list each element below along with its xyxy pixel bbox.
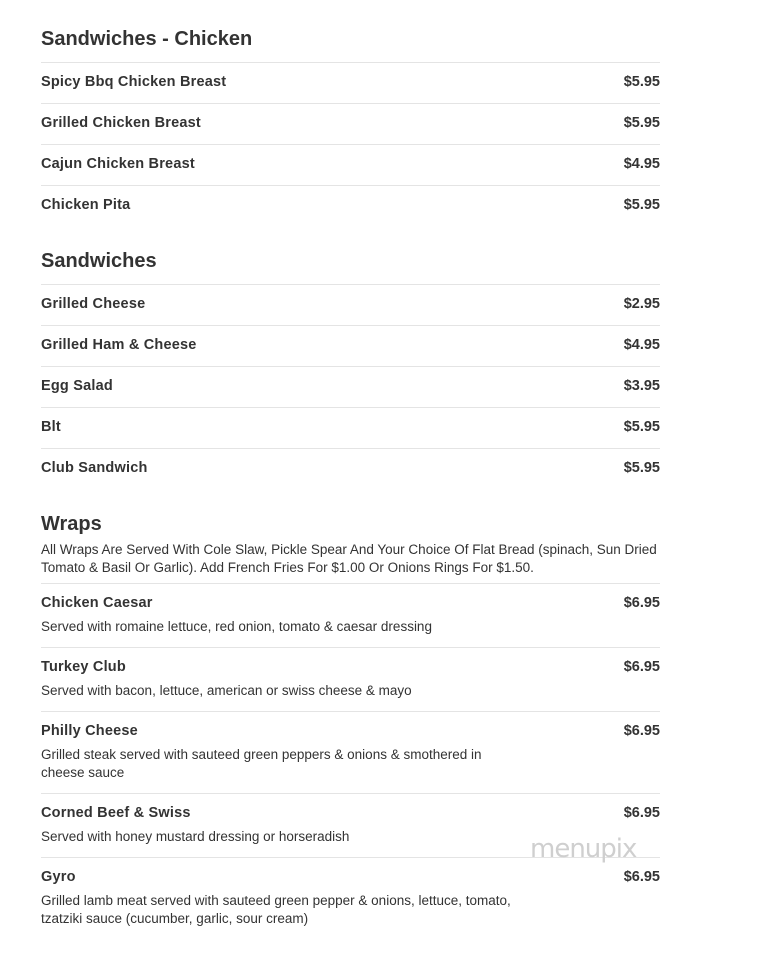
item-name: Club Sandwich [41,460,148,476]
item-price: $5.95 [623,115,660,131]
item-price: $6.95 [623,723,660,739]
item-price: $5.95 [623,74,660,90]
menu-item[interactable] [41,62,660,103]
menu-item[interactable] [41,366,660,407]
item-price: $6.95 [623,659,660,675]
item-name: Chicken Caesar [41,595,153,611]
section-title: Sandwiches [41,250,157,272]
item-price: $4.95 [623,156,660,172]
item-price: $5.95 [623,419,660,435]
section-sandwiches [41,246,660,489]
menu-item[interactable] [41,857,660,939]
menu-item[interactable] [41,448,660,489]
item-name: Chicken Pita [41,197,131,213]
menu-item[interactable] [41,407,660,448]
item-name: Philly Cheese [41,723,138,739]
item-name: Blt [41,419,61,435]
menu [41,24,660,959]
menu-item[interactable] [41,583,660,647]
item-price: $5.95 [623,460,660,476]
item-name: Grilled Ham & Cheese [41,337,197,353]
item-price: $6.95 [623,595,660,611]
section-title: Sandwiches - Chicken [41,28,253,50]
item-description: Served with bacon, lettuce, american or swiss cheese & mayo [41,683,412,698]
item-name: Egg Salad [41,378,113,394]
item-price: $6.95 [623,869,660,885]
item-description: Served with honey mustard dressing or horseradish [41,829,350,844]
section-description: All Wraps Are Served With Cole Slaw, Pickle Spear And Your Choice Of Flat Bread (spinach, Sun Dried Tomato & Basil Or Garlic). Add French Fries For $1.00 Or Onions Rings For $1.50. [41,542,657,575]
item-price: $5.95 [623,197,660,213]
item-description: Served with romaine lettuce, red onion, tomato & caesar dressing [41,619,432,634]
menu-item[interactable] [41,144,660,185]
item-name: Corned Beef & Swiss [41,805,191,821]
section-wraps [41,509,660,939]
section-sandwiches-chicken [41,24,660,226]
menu-item[interactable] [41,284,660,325]
menu-item[interactable] [41,647,660,711]
item-name: Grilled Cheese [41,296,146,312]
item-price: $6.95 [623,805,660,821]
section-title: Wraps [41,513,102,535]
item-price: $3.95 [623,378,660,394]
item-name: Turkey Club [41,659,126,675]
menu-item[interactable] [41,185,660,226]
item-price: $4.95 [623,337,660,353]
item-price: $2.95 [623,296,660,312]
watermark-logo: menupix [530,834,637,864]
item-name: Grilled Chicken Breast [41,115,201,131]
menu-item[interactable] [41,325,660,366]
item-description: Grilled steak served with sauteed green peppers & onions & smothered in cheese sauce [41,747,482,780]
item-description: Grilled lamb meat served with sauteed green pepper & onions, lettuce, tomato, tzatziki sauce (cucumber, garlic, sour cream) [41,893,511,926]
menu-item[interactable] [41,711,660,793]
item-name: Cajun Chicken Breast [41,156,195,172]
item-name: Gyro [41,869,76,885]
menu-item[interactable] [41,103,660,144]
item-name: Spicy Bbq Chicken Breast [41,74,227,90]
